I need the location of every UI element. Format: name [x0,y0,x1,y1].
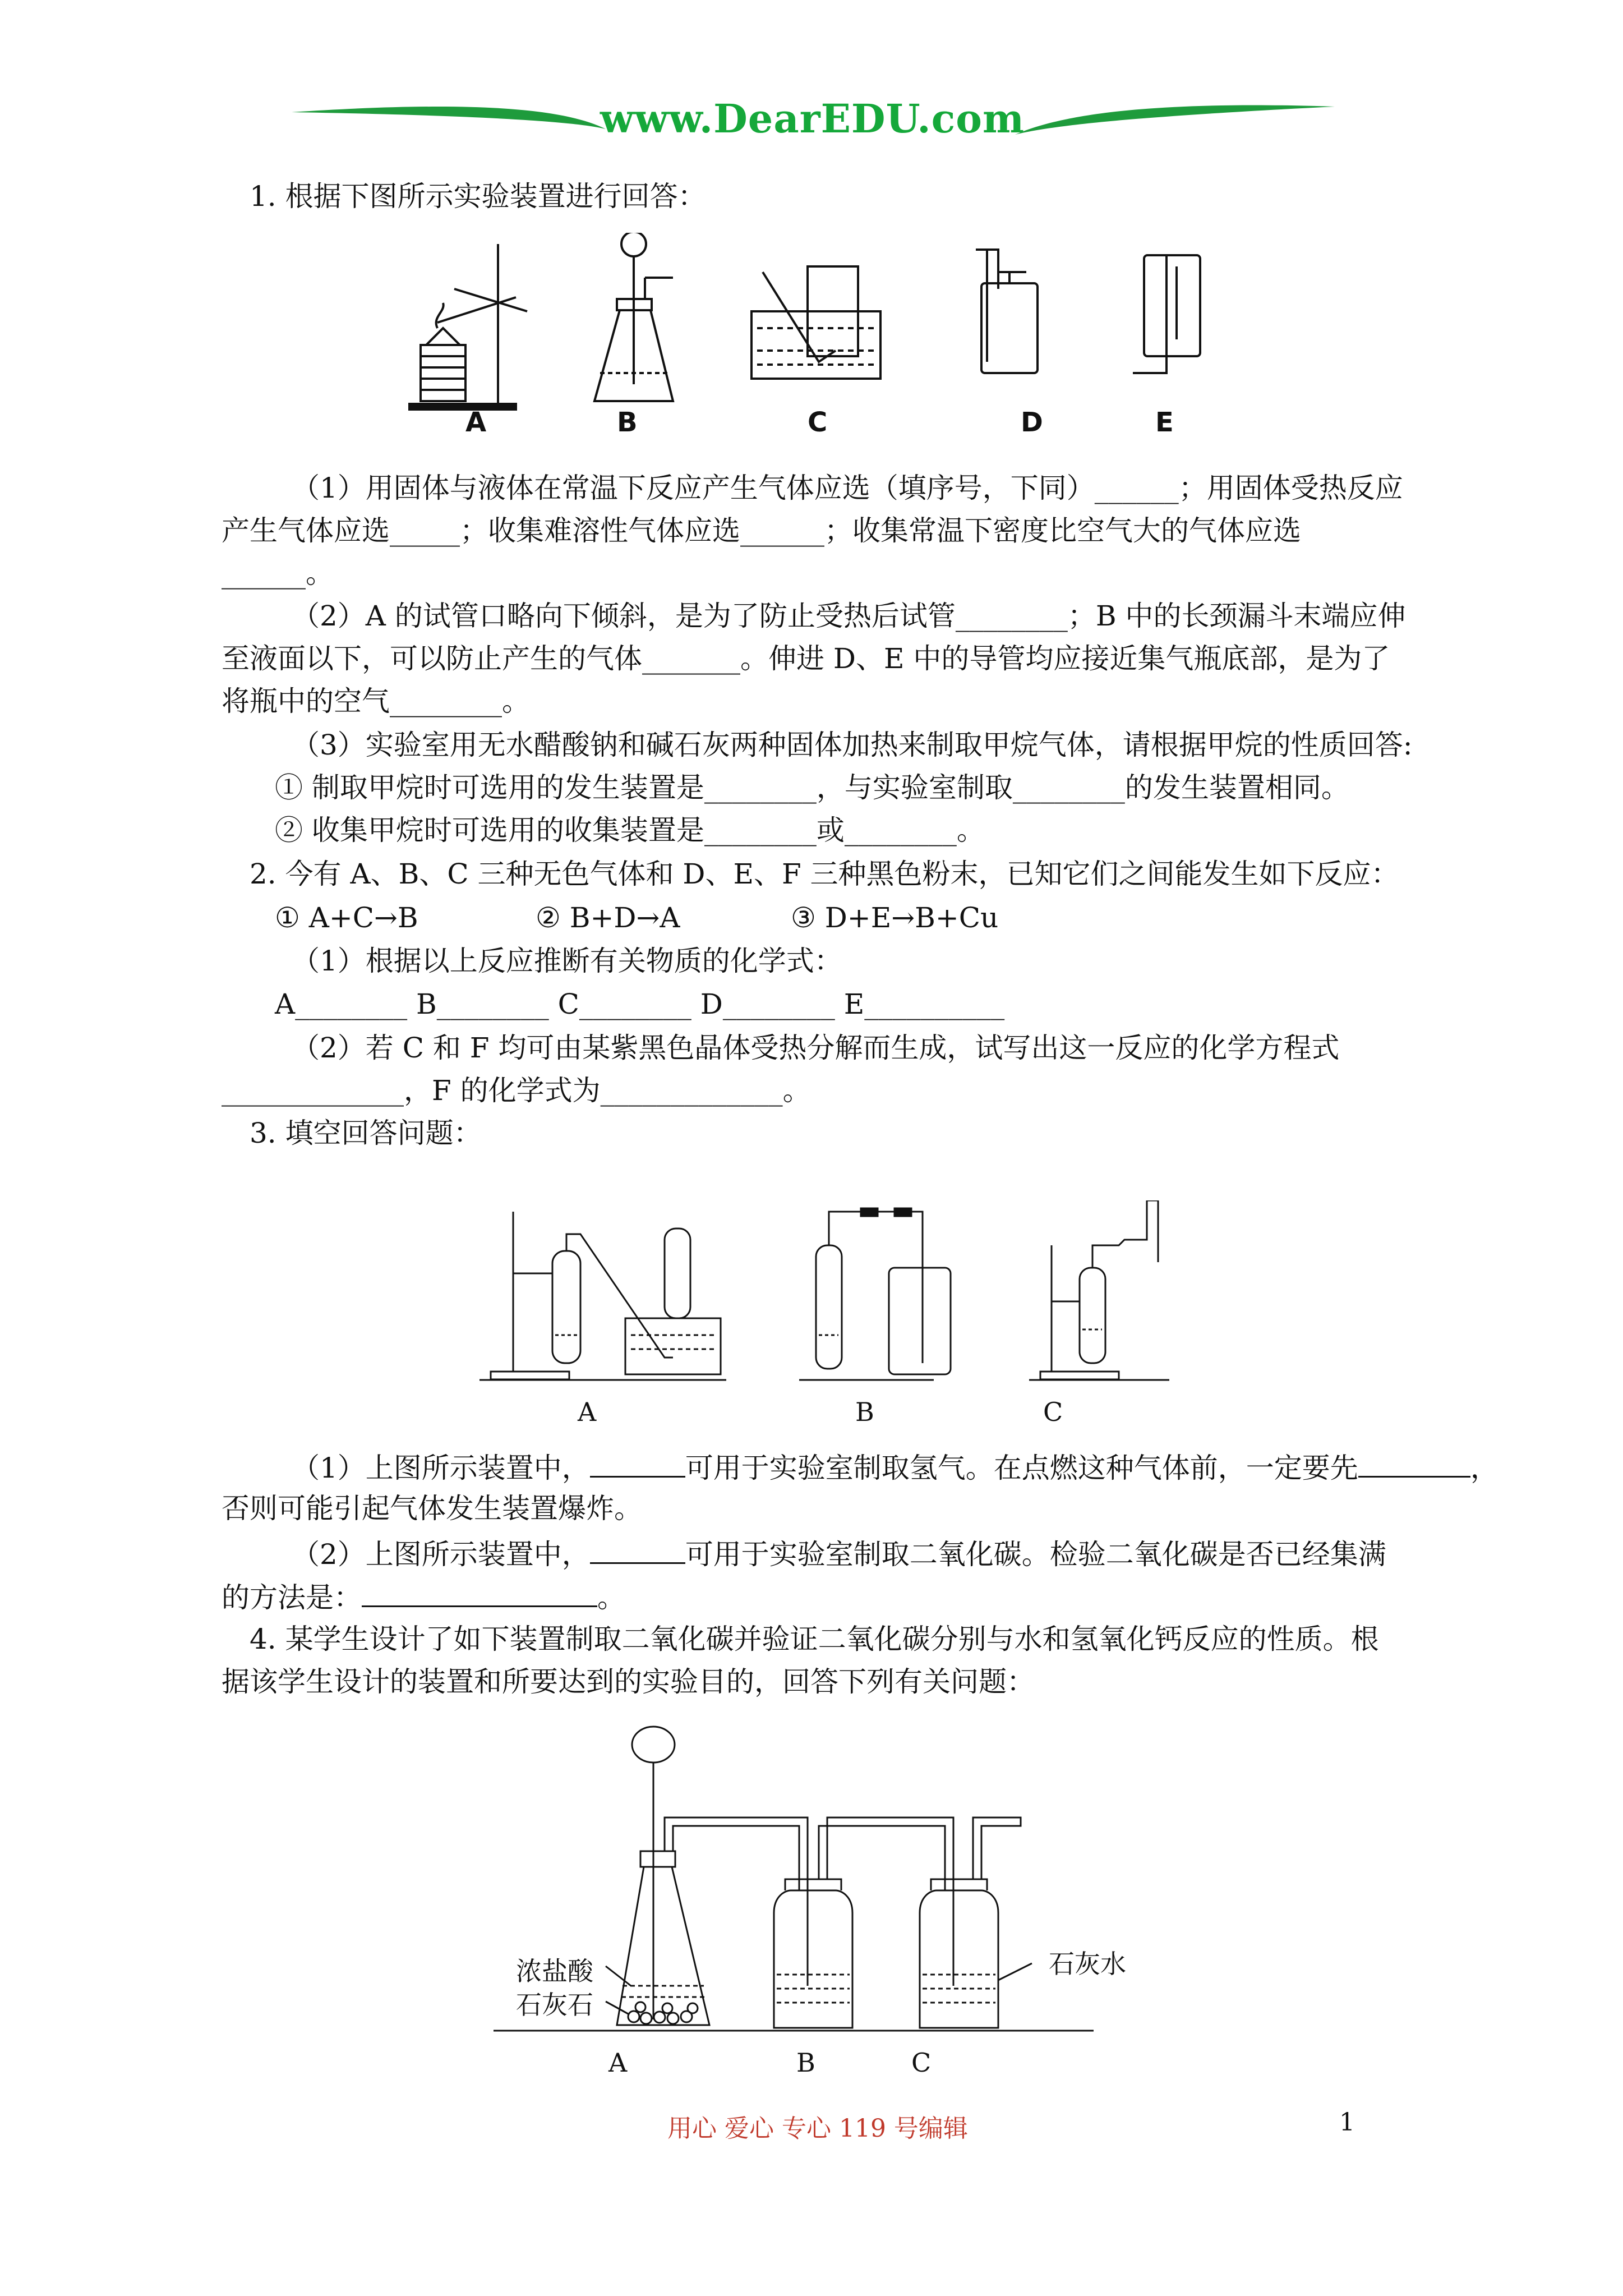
q3-part1-blank1 [590,1444,685,1478]
q1-part2-line3: 将瓶中的空气________。 [222,685,530,717]
q1-title: 1. 根据下图所示实验装置进行回答： [250,180,706,213]
q3-apparatus-b-drawing [799,1208,951,1380]
q2-reaction-3: ③ D+E→B+Cu [791,901,999,934]
q2-reaction-1: ① A+C→B [275,901,418,934]
q2-part1: （1）根据以上反应推断有关物质的化学式： [292,945,842,977]
footer-text: 用心 爱心 专心 119 号编辑 [667,2114,968,2143]
q3-part1-blank2 [1358,1444,1470,1478]
q3-apparatus-c-drawing [1029,1200,1169,1380]
q3-part2-end: 。 [597,1581,625,1614]
page-number: 1 [1339,2108,1355,2137]
q2-title: 2. 今有 A、B、C 三种无色气体和 D、E、F 三种黑色粉末，已知它们之间能发生如下反应： [250,858,1399,890]
q4-title-line1: 4. 某学生设计了如下装置制取二氧化碳并验证二氧化碳分别与水和氢氧化钙反应的性质。根 [250,1623,1379,1655]
q3-part2-blank1 [590,1531,685,1564]
q3-part2-middle: 可用于实验室制取二氧化碳。检验二氧化碳是否已经集满 [685,1538,1386,1571]
q1-label-b: B [617,407,638,438]
q4-label-c: C [911,2047,932,2078]
q3-part2-line2 [222,1574,625,1619]
site-title: www.DearEDU.com [600,95,1025,142]
q2-blanks: A________ B________ C________ D________ E__________ [275,988,1005,1020]
q3-part2-prefix: （2）上图所示装置中， [292,1538,590,1571]
q2-part2-line1: （2）若 C 和 F 均可由某紫黑色晶体受热分解而生成，试写出这一反应的化学方程式 [292,1032,1340,1064]
q3-part2-line1 [292,1531,1386,1576]
apparatus-d-drawing [976,250,1038,373]
q1-part1-line2: 产生气体应选_____；收集难溶性气体应选______；收集常温下密度比空气大的气体应选 [222,514,1301,547]
q4-label-acid: 浓盐酸 [516,1956,593,1986]
q1-label-a: A [465,407,487,438]
q3-title: 3. 填空回答问题： [250,1117,482,1149]
apparatus-e-drawing [1133,255,1200,373]
q3-part1-end: ， [1470,1452,1498,1484]
q3-label-a: A [578,1397,597,1427]
q3-part2-method-prefix: 的方法是： [222,1581,362,1614]
q3-part1-prefix: （1）上图所示装置中， [292,1452,590,1484]
q4-label-limewater: 石灰水 [1049,1949,1126,1979]
q1-label-c: C [808,407,828,438]
apparatus-a-drawing [409,244,527,409]
q1-part3-line1: （3）实验室用无水醋酸钠和碱石灰两种固体加热来制取甲烷气体，请根据甲烷的性质回答: [292,729,1413,761]
apparatus-b-drawing [594,233,673,401]
q3-apparatus-a-drawing [479,1212,726,1380]
q3-label-c: C [1043,1397,1063,1427]
q4-title-line2: 据该学生设计的装置和所要达到的实验目的，回答下列有关问题： [222,1665,1035,1698]
q2-reaction-2: ② B+D→A [536,901,680,934]
q1-part3-item1: ① 制取甲烷时可选用的发生装置是________，与实验室制取________的发生装置相同。 [275,771,1349,804]
q1-part2-line1: （2）A 的试管口略向下倾斜，是为了防止受热后试管________；B 中的长颈漏斗末端应伸 [292,600,1406,632]
q4-label-a: A [608,2047,628,2078]
q1-label-d: D [1021,407,1043,438]
q1-apparatus-figure [404,233,1234,412]
q3-apparatus-figure [479,1200,1181,1386]
q4-label-b: B [796,2047,815,2078]
q3-label-b: B [855,1397,874,1427]
q1-label-e: E [1155,407,1174,438]
q3-part2-blank2 [362,1574,597,1607]
q1-part2-line2: 至液面以下，可以防止产生的气体_______。伸进 D、E 中的导管均应接近集气瓶底部，是为了 [222,642,1390,675]
q3-part1-line2: 否则可能引起气体发生装置爆炸。 [222,1492,642,1525]
q1-part3-item2: ② 收集甲烷时可选用的收集装置是________或________。 [275,814,985,846]
q4-label-limestone: 石灰石 [516,1990,593,2020]
q1-part1-line1: （1）用固体与液体在常温下反应产生气体应选（填序号，下同）______；用固体受热反应 [292,472,1403,504]
q3-part1-line1 [292,1444,1498,1489]
q2-part2-line2: _____________，F 的化学式为_____________。 [222,1074,811,1107]
q1-part1-line3: ______。 [222,557,334,590]
q3-part1-middle: 可用于实验室制取氢气。在点燃这种气体前，一定要先 [685,1452,1358,1484]
apparatus-c-drawing [751,266,880,379]
